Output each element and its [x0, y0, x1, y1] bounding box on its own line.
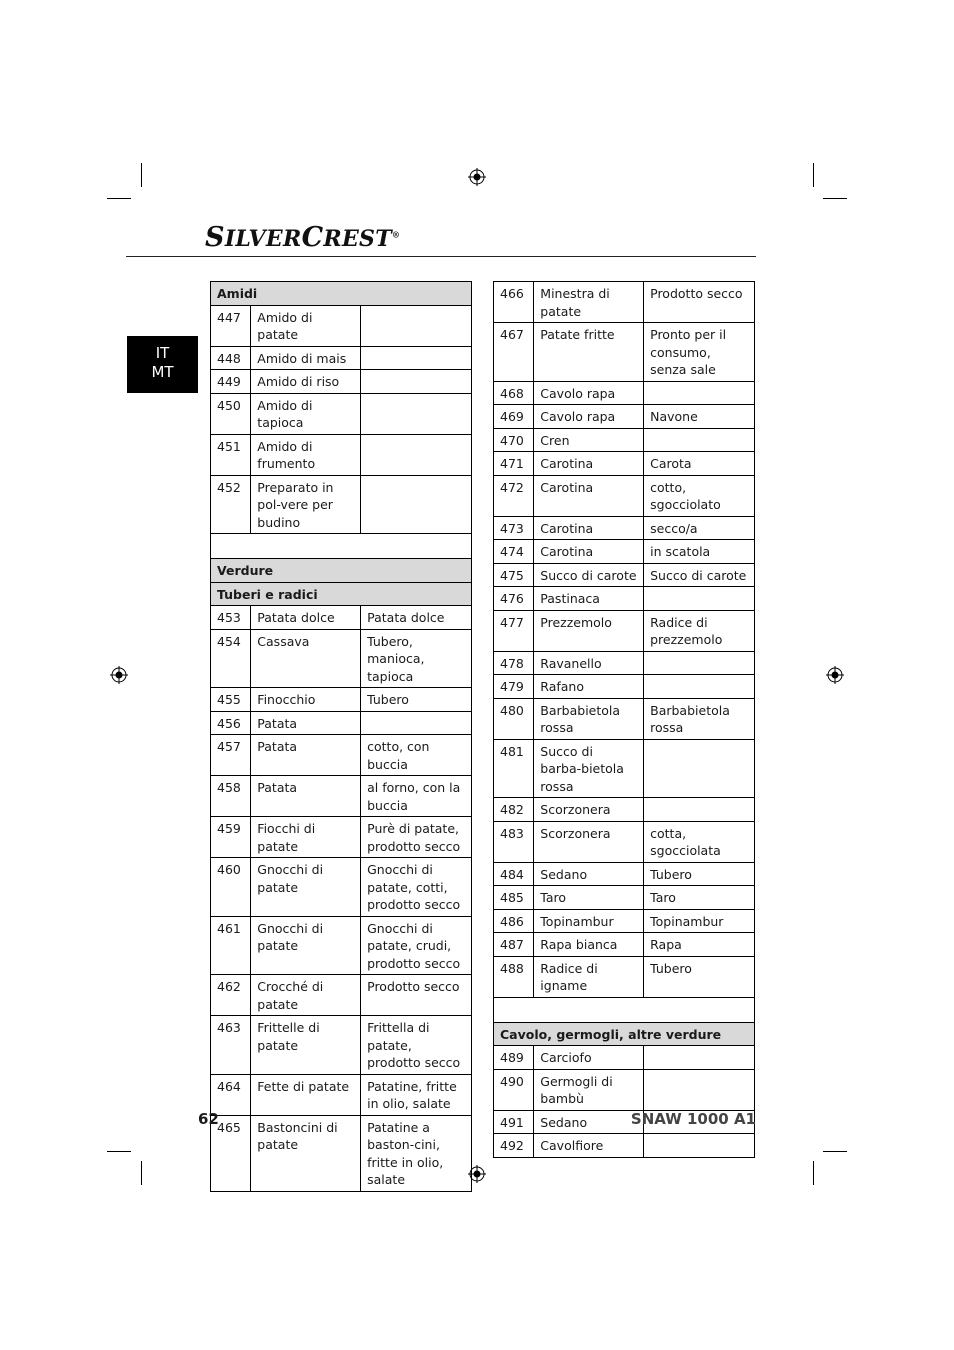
item-number: 455 [211, 688, 251, 712]
section-title: Cavolo, germogli, altre verdure [494, 1022, 755, 1046]
table-row [494, 282, 755, 323]
item-name: Germogli di bambù [534, 1069, 644, 1110]
table-row [494, 587, 755, 611]
item-description: Prodotto secco [361, 975, 472, 1016]
item-number: 480 [494, 698, 534, 739]
table-row [494, 651, 755, 675]
item-description: Carota [644, 452, 755, 476]
item-description [644, 1069, 755, 1110]
item-name: Bastoncini di patate [251, 1115, 361, 1191]
item-name: Barbabietola rossa [534, 698, 644, 739]
item-description: al forno, con la buccia [361, 776, 472, 817]
item-number: 465 [211, 1115, 251, 1191]
table-row [494, 739, 755, 798]
item-name: Ravanello [534, 651, 644, 675]
item-description: Navone [644, 405, 755, 429]
item-name: Succo di barba-bietola rossa [534, 739, 644, 798]
item-number: 468 [494, 381, 534, 405]
table-row [211, 1074, 472, 1115]
item-name: Sedano [534, 1110, 644, 1134]
item-number: 491 [494, 1110, 534, 1134]
table-row [494, 516, 755, 540]
table-row [494, 1134, 755, 1158]
item-name: Radice di igname [534, 956, 644, 997]
item-number: 477 [494, 610, 534, 651]
table-row [494, 323, 755, 382]
table-row [211, 1115, 472, 1191]
item-number: 489 [494, 1046, 534, 1070]
item-number: 461 [211, 916, 251, 975]
item-name: Preparato in pol-vere per budino [251, 475, 361, 534]
item-name: Cavolo rapa [534, 405, 644, 429]
registration-mark-icon [110, 666, 128, 684]
item-name: Taro [534, 886, 644, 910]
crop-mark [813, 1161, 814, 1185]
item-number: 469 [494, 405, 534, 429]
item-name: Topinambur [534, 909, 644, 933]
table-row [211, 393, 472, 434]
item-name: Fiocchi di patate [251, 817, 361, 858]
item-number: 454 [211, 629, 251, 688]
table-row [211, 346, 472, 370]
item-description: Prodotto secco [644, 282, 755, 323]
item-name: Succo di carote [534, 563, 644, 587]
item-number: 464 [211, 1074, 251, 1115]
item-name: Crocché di patate [251, 975, 361, 1016]
item-name: Rafano [534, 675, 644, 699]
item-name: Cavolo rapa [534, 381, 644, 405]
item-number: 490 [494, 1069, 534, 1110]
table-row [494, 381, 755, 405]
item-number: 483 [494, 821, 534, 862]
item-description: Patata dolce [361, 606, 472, 630]
item-number: 466 [494, 282, 534, 323]
table-row [494, 1069, 755, 1110]
table-row [494, 475, 755, 516]
item-name: Patata dolce [251, 606, 361, 630]
item-name: Frittelle di patate [251, 1016, 361, 1075]
item-name: Cassava [251, 629, 361, 688]
item-number: 482 [494, 798, 534, 822]
crop-mark [141, 1161, 142, 1185]
item-description: Succo di carote [644, 563, 755, 587]
crop-mark [107, 1151, 131, 1152]
item-name: Prezzemolo [534, 610, 644, 651]
item-description: cotto, con buccia [361, 735, 472, 776]
table-row [211, 1016, 472, 1075]
crop-mark [813, 163, 814, 187]
brand-logo: SILVERCREST® [205, 222, 401, 253]
table-row [211, 975, 472, 1016]
item-name: Fette di patate [251, 1074, 361, 1115]
item-description [361, 475, 472, 534]
item-number: 475 [494, 563, 534, 587]
item-description [644, 651, 755, 675]
table-row [211, 776, 472, 817]
item-description [361, 370, 472, 394]
section-header [211, 282, 472, 306]
item-number: 492 [494, 1134, 534, 1158]
item-number: 456 [211, 711, 251, 735]
item-description [644, 381, 755, 405]
item-name: Finocchio [251, 688, 361, 712]
item-name: Cavolfiore [534, 1134, 644, 1158]
item-description: Radice di prezzemolo [644, 610, 755, 651]
item-description: in scatola [644, 540, 755, 564]
section-title: Amidi [211, 282, 472, 306]
item-name: Gnocchi di patate [251, 916, 361, 975]
item-number: 450 [211, 393, 251, 434]
item-description: Gnocchi di patate, cotti, prodotto secco [361, 858, 472, 917]
item-description: Patatine a baston-cini, fritte in olio, salate [361, 1115, 472, 1191]
item-name: Scorzonera [534, 821, 644, 862]
item-number: 471 [494, 452, 534, 476]
language-tab [127, 336, 198, 393]
item-number: 447 [211, 305, 251, 346]
table-row [494, 428, 755, 452]
item-name: Sedano [534, 862, 644, 886]
item-description: Tubero [361, 688, 472, 712]
crop-mark [823, 198, 847, 199]
spacer-row [211, 534, 472, 559]
table-row [494, 610, 755, 651]
table-row [211, 370, 472, 394]
table-row [494, 933, 755, 957]
table-row [494, 956, 755, 997]
table-row [211, 688, 472, 712]
table-row [211, 305, 472, 346]
item-description [644, 1134, 755, 1158]
item-description: Tubero [644, 956, 755, 997]
item-description: Tubero, manioca, tapioca [361, 629, 472, 688]
item-number: 457 [211, 735, 251, 776]
item-description [361, 305, 472, 346]
item-name: Carciofo [534, 1046, 644, 1070]
section-header [211, 559, 472, 583]
language-code: MT [151, 363, 174, 381]
item-name: Rapa bianca [534, 933, 644, 957]
item-name: Minestra di patate [534, 282, 644, 323]
item-number: 458 [211, 776, 251, 817]
food-table-right [493, 281, 755, 1158]
item-description: Barbabietola rossa [644, 698, 755, 739]
item-number: 467 [494, 323, 534, 382]
item-name: Amido di frumento [251, 434, 361, 475]
item-description [644, 739, 755, 798]
item-description [361, 393, 472, 434]
item-description: Tubero [644, 862, 755, 886]
item-name: Carotina [534, 475, 644, 516]
item-description [644, 798, 755, 822]
table-row [494, 1046, 755, 1070]
item-name: Amido di patate [251, 305, 361, 346]
item-description: cotto, sgocciolato [644, 475, 755, 516]
item-name: Pastinaca [534, 587, 644, 611]
item-description: Patatine, fritte in olio, salate [361, 1074, 472, 1115]
item-number: 448 [211, 346, 251, 370]
item-number: 474 [494, 540, 534, 564]
item-description [361, 711, 472, 735]
table-row [211, 475, 472, 534]
item-number: 478 [494, 651, 534, 675]
item-description: Frittella di patate, prodotto secco [361, 1016, 472, 1075]
item-description: Purè di patate, prodotto secco [361, 817, 472, 858]
section-title: Verdure [211, 559, 472, 583]
item-name: Patata [251, 735, 361, 776]
item-description: cotta, sgocciolata [644, 821, 755, 862]
table-row [211, 817, 472, 858]
table-row [211, 629, 472, 688]
table-row [494, 798, 755, 822]
item-number: 462 [211, 975, 251, 1016]
food-table-left [210, 281, 472, 1192]
table-row [494, 540, 755, 564]
spacer-row [494, 997, 755, 1022]
item-name: Patate fritte [534, 323, 644, 382]
item-description [644, 1046, 755, 1070]
table-row [494, 405, 755, 429]
item-number: 484 [494, 862, 534, 886]
item-number: 453 [211, 606, 251, 630]
section-title: Tuberi e radici [211, 582, 472, 606]
table-row [494, 698, 755, 739]
table-row [494, 563, 755, 587]
section-header [211, 582, 472, 606]
item-name: Cren [534, 428, 644, 452]
item-description: Rapa [644, 933, 755, 957]
page-number: 62 [198, 1110, 219, 1128]
table-row [494, 675, 755, 699]
item-number: 459 [211, 817, 251, 858]
item-number: 451 [211, 434, 251, 475]
item-description: secco/a [644, 516, 755, 540]
crop-mark [141, 163, 142, 187]
table-row [494, 821, 755, 862]
item-description: Topinambur [644, 909, 755, 933]
table-row [211, 434, 472, 475]
item-name: Gnocchi di patate [251, 858, 361, 917]
table-row [211, 858, 472, 917]
registration-mark-icon [826, 666, 844, 684]
crop-mark [107, 198, 131, 199]
item-name: Amido di riso [251, 370, 361, 394]
table-row [211, 606, 472, 630]
item-number: 488 [494, 956, 534, 997]
model-name: SNAW 1000 A1 [630, 1110, 756, 1128]
item-description [644, 428, 755, 452]
item-number: 463 [211, 1016, 251, 1075]
item-number: 470 [494, 428, 534, 452]
table-row [211, 916, 472, 975]
item-number: 487 [494, 933, 534, 957]
item-name: Amido di tapioca [251, 393, 361, 434]
item-description [644, 675, 755, 699]
table-row [211, 711, 472, 735]
item-name: Carotina [534, 540, 644, 564]
item-description [644, 587, 755, 611]
item-description: Taro [644, 886, 755, 910]
table-row [211, 735, 472, 776]
item-number: 479 [494, 675, 534, 699]
item-name: Carotina [534, 516, 644, 540]
language-code: IT [155, 344, 170, 362]
table-row [494, 886, 755, 910]
table-row [494, 909, 755, 933]
item-name: Patata [251, 776, 361, 817]
item-number: 486 [494, 909, 534, 933]
item-name: Patata [251, 711, 361, 735]
item-description [361, 434, 472, 475]
item-number: 452 [211, 475, 251, 534]
item-number: 481 [494, 739, 534, 798]
item-number: 476 [494, 587, 534, 611]
header-rule [126, 256, 756, 257]
section-header [494, 1022, 755, 1046]
table-row [494, 452, 755, 476]
item-number: 485 [494, 886, 534, 910]
table-row [494, 862, 755, 886]
item-name: Scorzonera [534, 798, 644, 822]
item-number: 460 [211, 858, 251, 917]
item-description: Pronto per il consumo, senza sale [644, 323, 755, 382]
item-number: 472 [494, 475, 534, 516]
item-name: Amido di mais [251, 346, 361, 370]
item-name: Carotina [534, 452, 644, 476]
item-number: 449 [211, 370, 251, 394]
item-number: 473 [494, 516, 534, 540]
item-description: Gnocchi di patate, crudi, prodotto secco [361, 916, 472, 975]
item-description [361, 346, 472, 370]
crop-mark [823, 1151, 847, 1152]
registration-mark-icon [468, 168, 486, 186]
